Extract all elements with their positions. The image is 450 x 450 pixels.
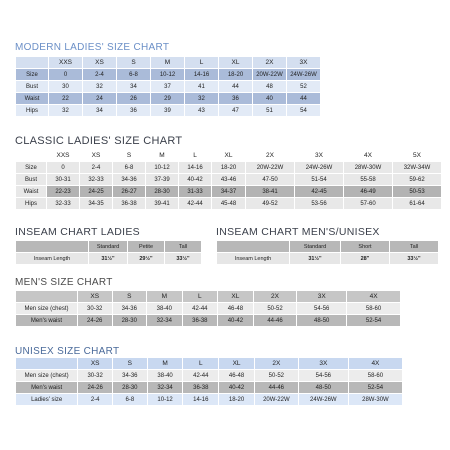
unisex-cell: 30-32 bbox=[78, 370, 112, 381]
mens-row-label: Men's waist bbox=[16, 315, 77, 326]
inseam-mens-row bbox=[217, 253, 438, 264]
unisex-cell: 50-52 bbox=[255, 370, 298, 381]
mens-row bbox=[16, 315, 400, 326]
modern-cell: 34 bbox=[83, 105, 116, 116]
classic-cell: 51-54 bbox=[295, 174, 343, 185]
classic-header-cell: XL bbox=[212, 150, 245, 161]
classic-header-cell: XXS bbox=[47, 150, 79, 161]
mens-chart-title: MEN'S SIZE CHART bbox=[15, 277, 113, 288]
classic-chart-title: CLASSIC LADIES' SIZE CHART bbox=[15, 135, 183, 147]
classic-row-label: Waist bbox=[16, 186, 46, 197]
modern-cell: 36 bbox=[219, 93, 252, 104]
inseam-ladies-row-label: Inseam Length bbox=[16, 253, 88, 264]
classic-cell: 32-33 bbox=[47, 198, 79, 209]
classic-cell: 38-41 bbox=[246, 186, 294, 197]
unisex-cell: 46-48 bbox=[219, 370, 254, 381]
modern-header-cell: S bbox=[117, 57, 150, 68]
classic-cell: 59-62 bbox=[393, 174, 441, 185]
unisex-header-cell: S bbox=[113, 358, 147, 369]
inseam-mens-title: INSEAM CHART MEN'S/UNISEX bbox=[216, 226, 380, 238]
inseam-ladies-title: INSEAM CHART LADIES bbox=[15, 226, 140, 238]
modern-row bbox=[16, 93, 320, 104]
classic-cell: 32-33 bbox=[80, 174, 112, 185]
modern-cell: 18-20 bbox=[219, 69, 252, 80]
classic-cell: 49-52 bbox=[246, 198, 294, 209]
unisex-cell: 28W-30W bbox=[349, 394, 402, 405]
inseam-ladies-header-row bbox=[16, 241, 201, 252]
mens-cell: 28-30 bbox=[113, 315, 147, 326]
mens-row-label: Men size (chest) bbox=[16, 303, 77, 314]
mens-cell: 38-40 bbox=[147, 303, 182, 314]
modern-cell: 22 bbox=[49, 93, 82, 104]
modern-cell: 40 bbox=[253, 93, 286, 104]
classic-cell: 55-58 bbox=[344, 174, 392, 185]
classic-cell: 22-23 bbox=[47, 186, 79, 197]
classic-header-cell: L bbox=[179, 150, 211, 161]
modern-cell: 26 bbox=[117, 93, 150, 104]
modern-cell: 20W-22W bbox=[253, 69, 286, 80]
mens-cell: 44-46 bbox=[254, 315, 297, 326]
unisex-header-cell: M bbox=[148, 358, 183, 369]
unisex-chart-title: UNISEX SIZE CHART bbox=[15, 346, 120, 357]
modern-cell: 34 bbox=[117, 81, 150, 92]
unisex-cell: 38-40 bbox=[148, 370, 183, 381]
inseam-ladies-cell: 31½" bbox=[89, 253, 127, 264]
classic-header-cell bbox=[16, 150, 46, 161]
unisex-cell: 36-38 bbox=[183, 382, 218, 393]
inseam-ladies-header-cell bbox=[16, 241, 88, 252]
modern-chart-title: MODERN LADIES' SIZE CHART bbox=[15, 42, 170, 53]
inseam-ladies-cell: 29½" bbox=[128, 253, 164, 264]
unisex-row-label: Men's waist bbox=[16, 382, 77, 393]
classic-cell: 47-50 bbox=[246, 174, 294, 185]
modern-size-table bbox=[15, 56, 321, 117]
inseam-ladies-cell: 33½" bbox=[165, 253, 201, 264]
classic-cell: 46-49 bbox=[344, 186, 392, 197]
modern-row bbox=[16, 81, 320, 92]
classic-cell: 26-27 bbox=[113, 186, 145, 197]
unisex-cell: 24W-26W bbox=[299, 394, 348, 405]
modern-row-label: Size bbox=[16, 69, 48, 80]
mens-cell: 24-26 bbox=[78, 315, 112, 326]
classic-header-cell: 3X bbox=[295, 150, 343, 161]
unisex-row-label: Men size (chest) bbox=[16, 370, 77, 381]
mens-header-cell: XL bbox=[218, 291, 253, 302]
classic-cell: 36-38 bbox=[113, 198, 145, 209]
unisex-cell: 2-4 bbox=[78, 394, 112, 405]
modern-cell: 2-4 bbox=[83, 69, 116, 80]
classic-cell: 30-31 bbox=[47, 174, 79, 185]
unisex-header-cell: XS bbox=[78, 358, 112, 369]
inseam-ladies-header-cell: Standard bbox=[89, 241, 127, 252]
mens-row bbox=[16, 303, 400, 314]
unisex-header-row bbox=[16, 358, 402, 369]
classic-cell: 34-36 bbox=[113, 174, 145, 185]
modern-header-cell: L bbox=[185, 57, 218, 68]
inseam-mens-header-row bbox=[217, 241, 438, 252]
inseam-ladies-table bbox=[15, 240, 202, 265]
classic-header-cell: 2X bbox=[246, 150, 294, 161]
classic-header-cell: 4X bbox=[344, 150, 392, 161]
unisex-row bbox=[16, 382, 402, 393]
unisex-cell: 54-56 bbox=[299, 370, 348, 381]
modern-header-cell: M bbox=[151, 57, 184, 68]
classic-cell: 10-12 bbox=[146, 162, 178, 173]
inseam-mens-cell: 28" bbox=[341, 253, 389, 264]
unisex-cell: 32-34 bbox=[148, 382, 183, 393]
modern-cell: 32 bbox=[83, 81, 116, 92]
classic-cell: 37-39 bbox=[146, 174, 178, 185]
classic-cell: 61-64 bbox=[393, 198, 441, 209]
inseam-mens-header-cell: Standard bbox=[290, 241, 340, 252]
unisex-header-cell bbox=[16, 358, 77, 369]
modern-cell: 37 bbox=[151, 81, 184, 92]
classic-size-table bbox=[15, 149, 442, 210]
unisex-size-table bbox=[15, 357, 403, 406]
classic-cell: 24W-26W bbox=[295, 162, 343, 173]
mens-header-cell: L bbox=[183, 291, 218, 302]
mens-header-cell bbox=[16, 291, 77, 302]
classic-row bbox=[16, 186, 441, 197]
mens-header-cell: 4X bbox=[347, 291, 400, 302]
mens-header-cell: M bbox=[147, 291, 182, 302]
classic-cell: 42-44 bbox=[179, 198, 211, 209]
mens-cell: 32-34 bbox=[147, 315, 182, 326]
classic-cell: 28W-30W bbox=[344, 162, 392, 173]
mens-size-table bbox=[15, 290, 401, 327]
mens-cell: 30-32 bbox=[78, 303, 112, 314]
mens-cell: 52-54 bbox=[347, 315, 400, 326]
modern-header-cell: 2X bbox=[253, 57, 286, 68]
unisex-row bbox=[16, 394, 402, 405]
mens-cell: 36-38 bbox=[183, 315, 218, 326]
unisex-cell: 42-44 bbox=[183, 370, 218, 381]
classic-header-cell: S bbox=[113, 150, 145, 161]
classic-row bbox=[16, 162, 441, 173]
unisex-header-cell: XL bbox=[219, 358, 254, 369]
modern-header-row bbox=[16, 57, 320, 68]
classic-cell: 57-60 bbox=[344, 198, 392, 209]
classic-cell: 18-20 bbox=[212, 162, 245, 173]
inseam-mens-header-cell bbox=[217, 241, 289, 252]
modern-cell: 32 bbox=[49, 105, 82, 116]
unisex-header-cell: L bbox=[183, 358, 218, 369]
classic-cell: 6-8 bbox=[113, 162, 145, 173]
modern-cell: 44 bbox=[219, 81, 252, 92]
classic-cell: 45-48 bbox=[212, 198, 245, 209]
unisex-header-cell: 2X bbox=[255, 358, 298, 369]
modern-cell: 39 bbox=[151, 105, 184, 116]
classic-cell: 42-45 bbox=[295, 186, 343, 197]
unisex-cell: 28-30 bbox=[113, 382, 147, 393]
mens-header-cell: XS bbox=[78, 291, 112, 302]
classic-cell: 34-35 bbox=[80, 198, 112, 209]
modern-cell: 29 bbox=[151, 93, 184, 104]
unisex-cell: 52-54 bbox=[349, 382, 402, 393]
classic-cell: 34-37 bbox=[212, 186, 245, 197]
inseam-ladies-row bbox=[16, 253, 201, 264]
classic-cell: 39-41 bbox=[146, 198, 178, 209]
classic-header-cell: M bbox=[146, 150, 178, 161]
inseam-mens-header-cell: Short bbox=[341, 241, 389, 252]
modern-row bbox=[16, 69, 320, 80]
unisex-cell: 44-46 bbox=[255, 382, 298, 393]
modern-cell: 0 bbox=[49, 69, 82, 80]
modern-cell: 30 bbox=[49, 81, 82, 92]
mens-cell: 42-44 bbox=[183, 303, 218, 314]
mens-cell: 40-42 bbox=[218, 315, 253, 326]
classic-row-label: Bust bbox=[16, 174, 46, 185]
unisex-cell: 14-16 bbox=[183, 394, 218, 405]
mens-header-cell: 2X bbox=[254, 291, 297, 302]
modern-cell: 44 bbox=[287, 93, 320, 104]
classic-header-row bbox=[16, 150, 441, 161]
classic-row bbox=[16, 198, 441, 209]
classic-header-cell: 5X bbox=[393, 150, 441, 161]
inseam-mens-row-label: Inseam Length bbox=[217, 253, 289, 264]
mens-cell: 34-36 bbox=[113, 303, 147, 314]
classic-cell: 24-25 bbox=[80, 186, 112, 197]
mens-header-row bbox=[16, 291, 400, 302]
classic-cell: 14-16 bbox=[179, 162, 211, 173]
classic-row-label: Size bbox=[16, 162, 46, 173]
modern-cell: 24 bbox=[83, 93, 116, 104]
classic-cell: 53-56 bbox=[295, 198, 343, 209]
classic-cell: 31-33 bbox=[179, 186, 211, 197]
modern-cell: 6-8 bbox=[117, 69, 150, 80]
mens-header-cell: S bbox=[113, 291, 147, 302]
inseam-mens-table bbox=[216, 240, 439, 265]
inseam-mens-header-cell: Tall bbox=[390, 241, 438, 252]
inseam-mens-cell: 33½" bbox=[390, 253, 438, 264]
classic-cell: 0 bbox=[47, 162, 79, 173]
modern-cell: 52 bbox=[287, 81, 320, 92]
inseam-ladies-header-cell: Tall bbox=[165, 241, 201, 252]
unisex-row bbox=[16, 370, 402, 381]
unisex-cell: 18-20 bbox=[219, 394, 254, 405]
unisex-cell: 20W-22W bbox=[255, 394, 298, 405]
modern-header-cell: XL bbox=[219, 57, 252, 68]
modern-cell: 10-12 bbox=[151, 69, 184, 80]
modern-row-label: Waist bbox=[16, 93, 48, 104]
modern-cell: 43 bbox=[185, 105, 218, 116]
modern-cell: 41 bbox=[185, 81, 218, 92]
modern-header-cell: 3X bbox=[287, 57, 320, 68]
unisex-row-label: Ladies' size bbox=[16, 394, 77, 405]
modern-row-label: Hips bbox=[16, 105, 48, 116]
modern-cell: 36 bbox=[117, 105, 150, 116]
unisex-header-cell: 3X bbox=[299, 358, 348, 369]
modern-cell: 47 bbox=[219, 105, 252, 116]
modern-row bbox=[16, 105, 320, 116]
unisex-cell: 40-42 bbox=[219, 382, 254, 393]
mens-cell: 46-48 bbox=[218, 303, 253, 314]
mens-cell: 48-50 bbox=[297, 315, 346, 326]
modern-cell: 54 bbox=[287, 105, 320, 116]
mens-header-cell: 3X bbox=[297, 291, 346, 302]
classic-cell: 32W-34W bbox=[393, 162, 441, 173]
inseam-mens-cell: 31½" bbox=[290, 253, 340, 264]
classic-cell: 20W-22W bbox=[246, 162, 294, 173]
classic-cell: 40-42 bbox=[179, 174, 211, 185]
modern-header-cell bbox=[16, 57, 48, 68]
unisex-cell: 24-26 bbox=[78, 382, 112, 393]
modern-cell: 51 bbox=[253, 105, 286, 116]
modern-cell: 32 bbox=[185, 93, 218, 104]
modern-row-label: Bust bbox=[16, 81, 48, 92]
unisex-cell: 58-60 bbox=[349, 370, 402, 381]
modern-cell: 24W-26W bbox=[287, 69, 320, 80]
classic-row bbox=[16, 174, 441, 185]
unisex-header-cell: 4X bbox=[349, 358, 402, 369]
classic-header-cell: XS bbox=[80, 150, 112, 161]
modern-cell: 14-16 bbox=[185, 69, 218, 80]
modern-cell: 48 bbox=[253, 81, 286, 92]
unisex-cell: 48-50 bbox=[299, 382, 348, 393]
unisex-cell: 10-12 bbox=[148, 394, 183, 405]
modern-header-cell: XS bbox=[83, 57, 116, 68]
mens-cell: 54-56 bbox=[297, 303, 346, 314]
mens-cell: 50-52 bbox=[254, 303, 297, 314]
unisex-cell: 34-36 bbox=[113, 370, 147, 381]
classic-row-label: Hips bbox=[16, 198, 46, 209]
unisex-cell: 6-8 bbox=[113, 394, 147, 405]
mens-cell: 58-60 bbox=[347, 303, 400, 314]
modern-header-cell: XXS bbox=[49, 57, 82, 68]
classic-cell: 2-4 bbox=[80, 162, 112, 173]
classic-cell: 43-46 bbox=[212, 174, 245, 185]
classic-cell: 50-53 bbox=[393, 186, 441, 197]
classic-cell: 28-30 bbox=[146, 186, 178, 197]
inseam-ladies-header-cell: Petite bbox=[128, 241, 164, 252]
